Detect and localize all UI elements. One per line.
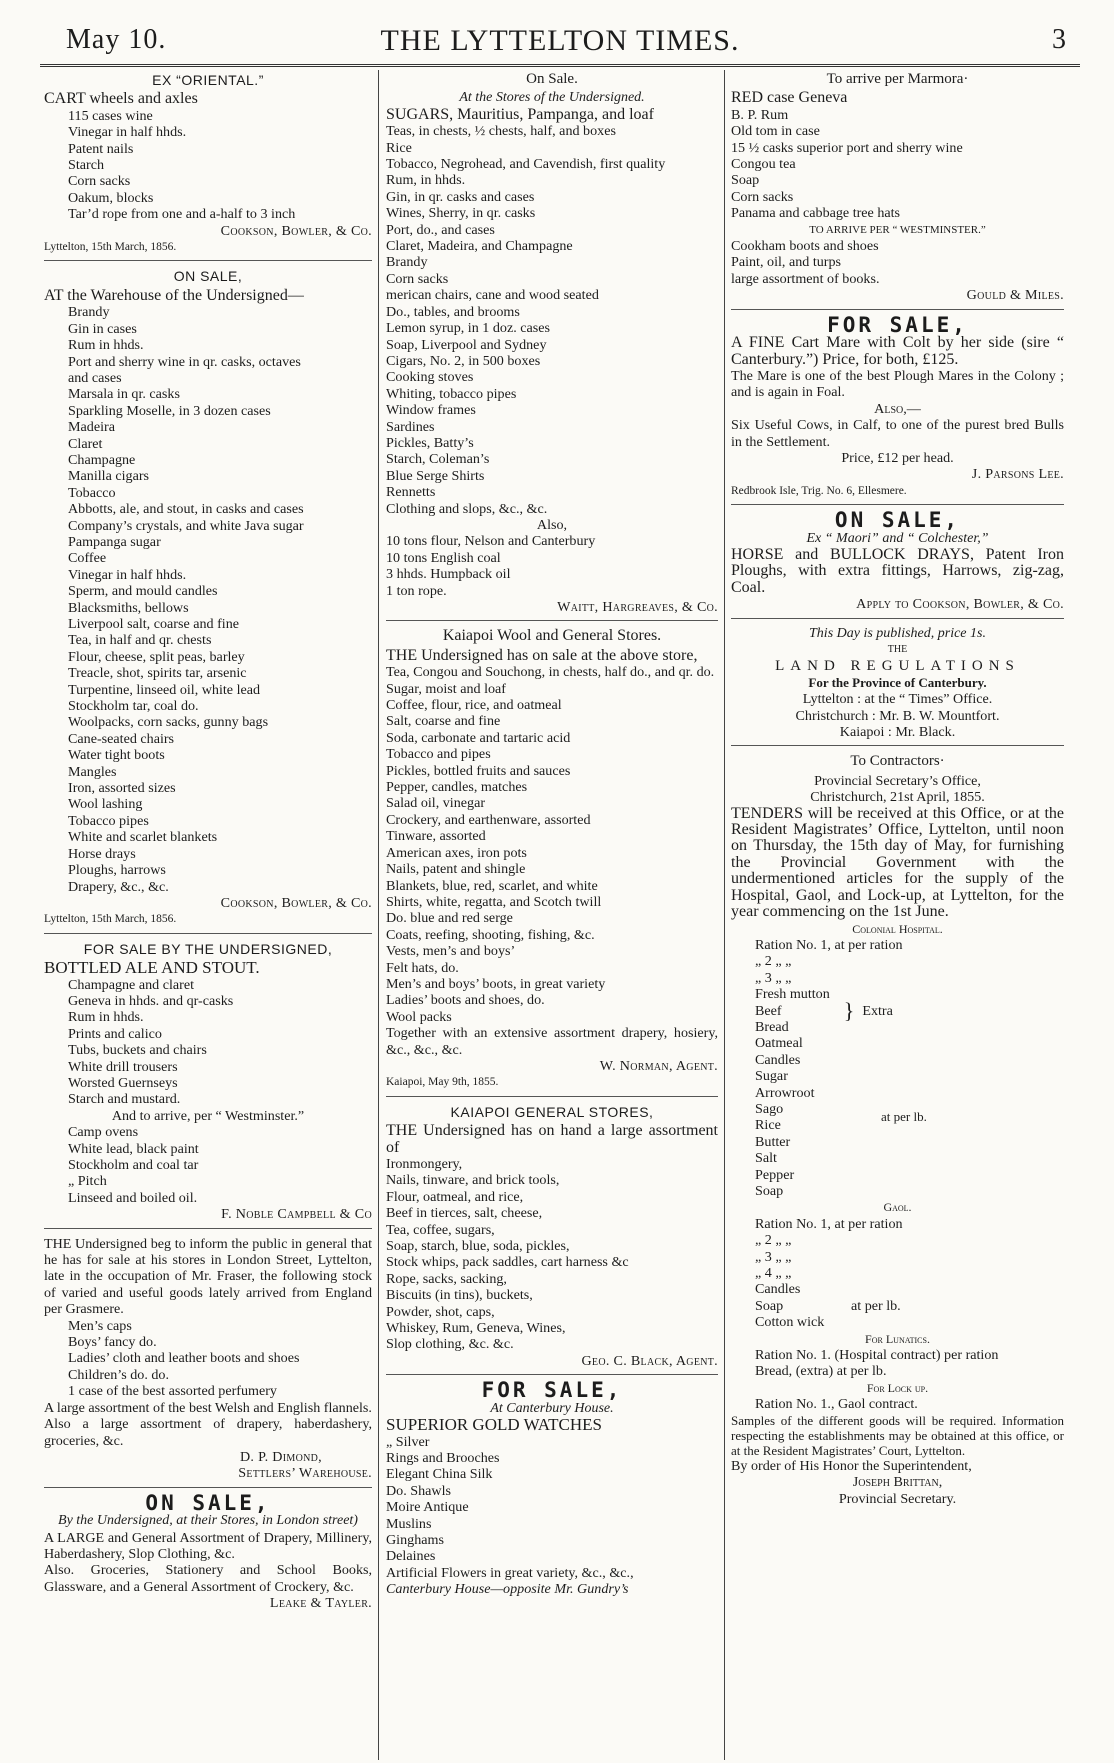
list-item: Delaines [386,1548,436,1565]
list-item: Do. Shawls [386,1482,451,1499]
list-item: Tar’d rope from one and a-half to 3 inch [68,206,296,223]
list-item: Boys’ fancy do. [68,1334,157,1351]
list-item: Salad oil, vinegar [386,795,486,812]
list-item: Soap, Liverpool and Sydney [386,336,547,353]
list-item: Turpentine, linseed oil, white lead [68,681,261,698]
ad-first-line: THE Undersigned has on hand a large assortment of [386,1122,718,1156]
item-list [44,1318,372,1400]
list-item: Pampanga sugar [68,533,161,550]
list-item: Gin in cases [68,320,137,337]
list-item: Cane-seated chairs [68,730,175,747]
list-item: „ 2 „ „ [755,953,792,970]
list-item: Soda, carbonate and tartaric acid [386,729,571,746]
order-line: By order of His Honor the Superintendent, [731,1457,972,1474]
list-item: Pepper, candles, matches [386,779,528,796]
list-item: Wines, Sherry, in qr. casks [386,205,536,222]
list-item: Pickles, Batty’s [386,434,474,451]
list-item: Starch, Coleman’s [386,451,490,468]
ration-list [731,1347,1064,1380]
list-item: „ Pitch [68,1173,107,1190]
list-item: Moire Antique [386,1499,469,1516]
ration-list [731,937,1064,986]
list-item: Liverpool salt, coarse and fine [68,616,240,632]
ad-first-line: AT the Warehouse of the Undersigned— [44,287,304,304]
ad-paragraph: HORSE and BULLOCK DRAYS, Patent Iron Ploughs, with extra fittings, Harrows, zig-zag, Coal. [731,545,1064,596]
list-item: 1 case of the best assorted perfumery [68,1383,277,1400]
list-item: Ladies’ cloth and leather boots and shoes [68,1350,300,1367]
advertiser-signature: Leake & Tayler. [269,1595,372,1612]
list-item: Cotton wick [755,1314,825,1331]
section-label: Gaol. [883,1200,912,1215]
list-item: Treacle, shot, spirits tar, arsenic [68,665,247,682]
list-item: Candles [755,1051,801,1068]
section-label: Colonial Hospital. [852,921,943,936]
list-item: Champagne [68,451,136,468]
section-label: For Lock up. [866,1380,929,1395]
list-item: Corn sacks [731,188,794,205]
list-item: Rice [386,139,412,156]
list-item: Do. blue and red serge [386,910,513,927]
list-item: Artificial Flowers in great variety, &c., &c., [386,1564,634,1581]
list-item: White drill trousers [68,1058,178,1075]
ad-heading: On Sale. [526,71,578,87]
item-list [44,977,372,1108]
list-item: Shirts, white, regatta, and Scotch twill [386,893,602,910]
list-item: Oatmeal [755,1035,803,1052]
office-line: Provincial Secretary’s Office, [814,772,981,789]
ad-heading: EX “ORIENTAL.” [152,72,264,88]
ad-cart-mare [731,312,1064,505]
item-list [731,107,1064,222]
list-item: Biscuits (in tins), buckets, [386,1287,533,1304]
list-item: White lead, black paint [68,1140,199,1157]
list-item: Stockholm and coal tar [68,1157,199,1173]
list-item: Soap, starch, blue, soda, pickles, [386,1238,570,1255]
list-item: Sago [755,1100,784,1117]
advertiser-signature: Cookson, Bowler, & Co. [220,894,372,911]
list-item: Panama and cabbage tree hats [731,205,901,222]
list-item: Company’s crystals, and white Java sugar [68,517,304,534]
list-item: Soap [755,1183,784,1199]
list-item: Ploughs, harrows [68,862,166,879]
item-list [731,1281,851,1330]
advertiser-title: Provincial Secretary. [838,1490,957,1507]
list-item: Lyttelton : at the “ Times” Office. [802,691,993,708]
list-item: Slop clothing, &c. &c. [386,1336,514,1353]
list-item: Salt [755,1150,777,1167]
ad-first-line: SUGARS, Mauritius, Pampanga, and loaf [386,105,654,123]
ad-paragraph: THE Undersigned beg to inform the public in general that he has for sale at his stores in London Street, Lyttelton, late in the occupation of Mr. Fraser, the following stock of varied and useful goods lately arrived from England per Grasmere. [44,1235,372,1318]
header-rule [40,64,1080,67]
advertiser-signature: W. Norman, Agent. [599,1057,718,1074]
list-item: 3 hhds. Humpback oil [386,566,511,583]
list-item: „ 4 „ „ [755,1265,792,1282]
ad-paragraph: Together with an extensive assortment drapery, hosiery, &c., &c., &c. [386,1025,718,1058]
ad-land-regulations [731,626,1064,747]
list-item: Camp ovens [68,1124,139,1141]
column-3 [731,70,1064,1760]
ad-heading: To Contractors· [850,753,945,770]
list-item: Manilla cigars [68,468,150,485]
agent-list [731,691,1064,740]
item-list [44,108,372,223]
advertiser-signature: Settlers’ Warehouse. [238,1465,372,1482]
ad-canterbury-house [386,1378,718,1602]
list-item: Woolpacks, corn sacks, gunny bags [68,714,269,731]
page-header [40,20,1080,60]
per-lb-label: at per lb. [881,1109,927,1125]
list-item: 1 ton rope. [386,582,447,599]
ad-on-sale-warehouse [44,268,372,933]
item-list [386,681,718,1026]
list-item: Brandy [386,254,428,271]
ad-first-line: THE Undersigned has on sale at the above store, [386,646,698,664]
list-item: Teas, in chests, ½ chests, half, and boxes [386,123,616,140]
list-item: 15 ½ casks superior port and sherry wine [731,139,963,156]
list-item: Claret [68,435,103,452]
list-item: Fresh mutton [755,986,830,1003]
advertiser-signature: D. P. Dimond, [239,1448,322,1465]
gaol-group [731,1281,1064,1330]
list-item: Nails, tinware, and brick tools, [386,1172,560,1189]
also-label: Also, [536,516,568,533]
ad-paragraph: A LARGE and General Assortment of Drapery, Millinery, Haberdashery, Slop Clothing, &c. [44,1529,372,1562]
ad-heading: Kaiapoi Wool and General Stores. [442,627,662,645]
ad-subheading: Ex “ Maori” and “ Colchester,” [806,530,989,546]
list-item: Clothing and slops, &c., &c. [386,500,548,517]
list-item: Coats, reefing, shooting, fishing, &c. [386,926,595,943]
list-item: Lemon syrup, in 1 doz. cases [386,320,550,337]
ad-date: Christchurch, 21st April, 1855. [810,789,985,806]
list-item: Christchurch : Mr. B. W. Mountfort. [795,707,1000,724]
publication-subtitle: For the Province of Canterbury. [808,674,987,690]
list-item: Rope, sacks, sacking, [386,1270,507,1287]
per-lb-label: at per lb. [851,1297,901,1314]
list-item: Marsala in qr. casks [68,386,180,403]
issue-date: May 10. [66,24,167,55]
ad-paragraph: A large assortment of the best Welsh and English flannels. [44,1399,372,1416]
advertiser-signature: Waitt, Hargreaves, & Co. [557,599,718,615]
advertiser-signature: J. Parsons Lee. [971,466,1064,483]
ad-heading: To arrive per Marmora· [826,71,969,87]
list-item: Blankets, blue, red, scarlet, and white [386,877,598,894]
list-item: 115 cases wine [68,107,153,124]
list-item: Salt, coarse and fine [386,713,501,730]
list-item: Old tom in case [731,123,820,140]
ad-last-line: Canterbury House—opposite Mr. Gundry’s [386,1581,629,1598]
list-item: Wool packs [386,1008,452,1025]
list-item: Madeira [68,419,115,436]
list-item: merican chairs, cane and wood seated [386,287,599,304]
column-divider [378,70,379,1760]
list-item: Ration No. 1, at per ration [755,936,903,953]
price: Price, £12 per head. [841,449,954,466]
list-item: Rum, in hhds. [386,172,466,189]
list-item: Sugar [755,1068,788,1085]
list-item: Tinware, assorted [386,828,486,845]
list-item: Blue Serge Shirts [386,467,485,484]
ad-leake-tayler [44,1490,372,1617]
list-item: Coffee [68,550,107,567]
ad-subheading: This Day is published, price 1s. [809,625,986,641]
list-item: Gin, in qr. casks and cases [386,188,535,205]
list-item: Ration No. 1. (Hospital contract) per ration [755,1347,999,1364]
ad-first-line: BOTTLED ALE AND STOUT. [44,960,260,977]
list-item: Vinegar in half hhds. [68,566,187,583]
title-article: THE [887,644,908,655]
item-list [386,1156,718,1353]
list-item: Kaiapoi : Mr. Black. [839,724,956,741]
list-item: Whiting, tobacco pipes [386,385,517,402]
list-item: Oakum, blocks [68,189,154,206]
ad-heading: ON SALE, [173,268,243,285]
list-item: Flour, oatmeal, and rice, [386,1188,524,1205]
item-list [731,986,830,1035]
list-item: Flour, cheese, split peas, barley [68,648,245,665]
per-lb-group [731,1035,1064,1199]
ad-heading: ON SALE, [145,1490,271,1515]
ad-drays [731,508,1064,618]
ad-heading: FOR SALE BY THE UNDERSIGNED, [83,940,333,957]
ad-date: Lyttelton, 15th March, 1856. [44,913,177,926]
list-item: Blacksmiths, bellows [68,599,189,616]
list-item: Stock whips, pack saddles, cart harness &c [386,1254,629,1271]
list-item: Rum in hhds. [68,1009,144,1026]
list-item: Sardines [386,418,435,435]
item-list [44,304,372,895]
list-item: Ladies’ boots and shoes, do. [386,992,545,1009]
list-item: Corn sacks [386,270,449,287]
list-item: Congou tea [731,156,796,173]
list-item: Rings and Brooches [386,1449,500,1466]
list-item: Geneva in hhds. and qr-casks [68,992,234,1009]
list-item: Do., tables, and brooms [386,303,520,320]
ad-kaiapoi-wool-stores [386,628,718,1096]
list-item: Horse drays [68,845,136,862]
ad-paragraph: TENDERS will be received at this Office, or at the Resident Magistrates’ Office, Lyttelton, until noon on Thursday, the 15th day of May, for furnishing the Provincial Government with the undermentioned articles for the supply of the Hospital, Gaol, and Lock-up, at Lyttelton, for the year commencing on the 1st June. [731,804,1064,921]
list-item: Bread, (extra) at per lb. [755,1363,887,1380]
list-item: Rum in hhds. [68,337,144,354]
list-item: Linseed and boiled oil. [68,1189,198,1206]
list-item: Champagne and claret [68,976,195,993]
list-item: Cookham boots and shoes [731,238,879,255]
arrival-note: And to arrive, per “ Westminster.” [111,1107,305,1124]
ad-paragraph: Samples of the different goods will be required. Information respecting the establishments may be obtained at this office, or at the Resident Magistrates’ Court, Lyttelton. [731,1412,1064,1458]
list-item: Abbotts, ale, and stout, in casks and cases [68,501,304,518]
list-item: Prints and calico [68,1025,162,1042]
list-item: Claret, Madeira, and Champagne [386,238,573,255]
list-item: Ginghams [386,1531,444,1548]
list-item: Crockery, and earthenware, assorted [386,811,591,828]
list-item: Rennetts [386,484,436,501]
list-item: Coffee, flour, rice, and oatmeal [386,697,562,714]
list-item: Window frames [386,402,476,419]
ad-date: Redbrook Isle, Trig. No. 6, Ellesmere. [731,484,907,497]
publication-title: LAND REGULATIONS [775,658,1020,675]
ad-paragraph: Also. Groceries, Stationery and School Books, Glassware, and a General Assortment of Crockery, &c. [44,1562,372,1595]
ad-marmora [731,71,1064,310]
list-item: Tea, in half and qr. chests [68,632,212,649]
ad-paragraph: Tea, Congou and Souchong, in chests, half do., and qr. do. [386,664,715,681]
list-item: Men’s caps [68,1317,132,1334]
item-list [386,1434,718,1582]
list-item: Muslins [386,1515,432,1532]
list-item: Cigars, No. 2, in 500 boxes [386,352,541,369]
item-list [731,1035,881,1199]
ad-first-line: RED case Geneva [731,90,848,107]
list-item: „ 3 „ „ [755,1248,792,1265]
list-item: Sparkling Moselle, in 3 dozen cases [68,402,271,419]
item-list [386,533,718,599]
ad-subheading: By the Undersigned, at their Stores, in London street) [58,1513,358,1529]
ad-heading: KAIAPOI GENERAL STORES, [450,1103,654,1120]
list-item: Tobacco and pipes [386,746,491,763]
list-item: „ 2 „ „ [755,1232,792,1249]
ad-to-contractors [731,753,1064,1511]
advertiser-signature: Apply to Cookson, Bowler, & Co. [856,596,1064,613]
list-item: Felt hats, do. [386,959,459,976]
list-item: and cases [68,369,122,386]
list-item: Stockholm tar, coal do. [68,698,199,715]
also-label: Also,— [874,400,921,417]
list-item: Elegant China Silk [386,1466,493,1483]
list-item: B. P. Rum [731,106,789,123]
column-divider [724,70,725,1760]
list-item: Sperm, and mould candles [68,583,218,600]
extra-group: Fresh mutton Beef Bread } Extra [731,986,1064,1035]
list-item: Tobacco, Negrohead, and Cavendish, first quality [386,156,666,173]
list-item: Iron, assorted sizes [68,780,176,797]
ration-list [731,1216,1064,1282]
list-item: Bread [755,1018,789,1035]
ad-settlers-warehouse [44,1236,372,1488]
list-item: Sugar, moist and loaf [386,680,506,697]
list-item: Arrowroot [755,1084,815,1101]
item-list [731,238,1064,287]
ad-subheading: At Canterbury House. [490,1400,614,1416]
ad-bottled-ale [44,941,372,1229]
item-list [386,123,718,517]
list-item: Patent nails [68,140,134,157]
list-item: Tea, coffee, sugars, [386,1221,495,1238]
list-item: Worsted Guernseys [68,1074,178,1091]
list-item: „ 3 „ „ [755,969,792,986]
column-1 [44,70,372,1760]
list-item: Pickles, bottled fruits and sauces [386,762,571,779]
list-item: Ironmongery, [386,1156,463,1172]
list-item: 10 tons flour, Nelson and Canterbury [386,533,596,550]
list-item: American axes, iron pots [386,844,527,861]
ad-paragraph: Also a large assortment of drapery, haberdashery, groceries, &c. [44,1416,372,1449]
list-item: Rice [755,1117,781,1134]
list-item: Cooking stoves [386,369,474,386]
column-2 [386,70,718,1760]
ad-heading: FOR SALE, [481,1378,623,1403]
ad-paragraph: Six Useful Cows, in Calf, to one of the purest bred Bulls in the Settlement. [731,417,1064,450]
ad-heading: ON SALE, [834,508,961,533]
ad-ex-oriental [44,72,372,261]
extra-label: Extra [862,1002,893,1019]
list-item: Starch and mustard. [68,1091,181,1108]
ad-paragraph: The Mare is one of the best Plough Mares in the Colony ; and is again in Foal. [731,367,1064,401]
list-item: Nails, patent and shingle [386,861,526,878]
item-list [44,1124,372,1206]
ad-first-line: CART wheels and axles [44,91,198,108]
list-item: Butter [755,1133,791,1150]
ad-first-line: SUPERIOR GOLD WATCHES [386,1417,602,1434]
list-item: Drapery, &c., &c. [68,878,169,895]
ad-kaiapoi-general-stores [386,1104,718,1376]
page-number: 3 [1052,24,1066,55]
ad-waitt-hargreaves [386,71,718,621]
ad-date: Lyttelton, 15th March, 1856. [44,241,177,254]
ration-line: Ration No. 1., Gaol contract. [755,1396,918,1413]
ad-paragraph: A FINE Cart Mare with Colt by her side (sire “ Canterbury.”) Price, for both, £125. [731,334,1064,368]
list-item: Wool lashing [68,796,143,813]
list-item: Tobacco pipes [68,812,149,829]
list-item: Mangles [68,763,117,780]
list-item: Port and sherry wine in qr. casks, octaves [68,353,301,370]
list-item: Vests, men’s and boys’ [386,943,516,960]
advertiser-signature: Gould & Miles. [966,287,1064,304]
list-item: 10 tons English coal [386,549,501,566]
advertiser-signature: Cookson, Bowler, & Co. [220,222,372,239]
list-item: Tobacco [68,484,116,501]
list-item: White and scarlet blankets [68,829,218,846]
list-item: Water tight boots [68,747,165,764]
list-item: Beef [755,1002,782,1019]
ad-date: Kaiapoi, May 9th, 1855. [386,1076,499,1089]
arrival-note: TO ARRIVE PER “ WESTMINSTER.” [809,223,986,236]
list-item: Port, do., and cases [386,221,495,238]
advertiser-signature: F. Noble Campbell & Co [221,1206,372,1223]
section-label: For Lunatics. [865,1331,930,1346]
list-item: Soap [731,172,760,189]
list-item: Candles [755,1281,801,1298]
newspaper-title: THE LYTTELTON TIMES. [380,24,740,57]
list-item: Brandy [68,304,110,321]
list-item: large assortment of books. [731,270,880,287]
advertiser-signature: Joseph Brittan, [852,1474,943,1491]
list-item: Corn sacks [68,173,131,190]
list-item: Vinegar in half hhds. [68,124,187,141]
list-item: Ration No. 1, at per ration [755,1215,903,1232]
ad-subheading: At the Stores of the Undersigned. [459,90,645,106]
list-item: Men’s and boys’ boots, in great variety [386,975,606,992]
advertiser-signature: Geo. C. Black, Agent. [581,1352,718,1369]
list-item: Powder, shot, caps, [386,1303,495,1320]
list-item: Beef in tierces, salt, cheese, [386,1205,543,1222]
list-item: Pepper [755,1166,795,1183]
list-item: Children’s do. do. [68,1366,170,1383]
ad-heading: FOR SALE, [827,312,968,337]
list-item: Soap [755,1297,784,1314]
list-item: Tubs, buckets and chairs [68,1042,207,1059]
list-item: Paint, oil, and turps [731,254,842,271]
list-item: „ Silver [386,1433,430,1450]
list-item: Whiskey, Rum, Geneva, Wines, [386,1320,566,1337]
list-item: Starch [68,157,105,174]
